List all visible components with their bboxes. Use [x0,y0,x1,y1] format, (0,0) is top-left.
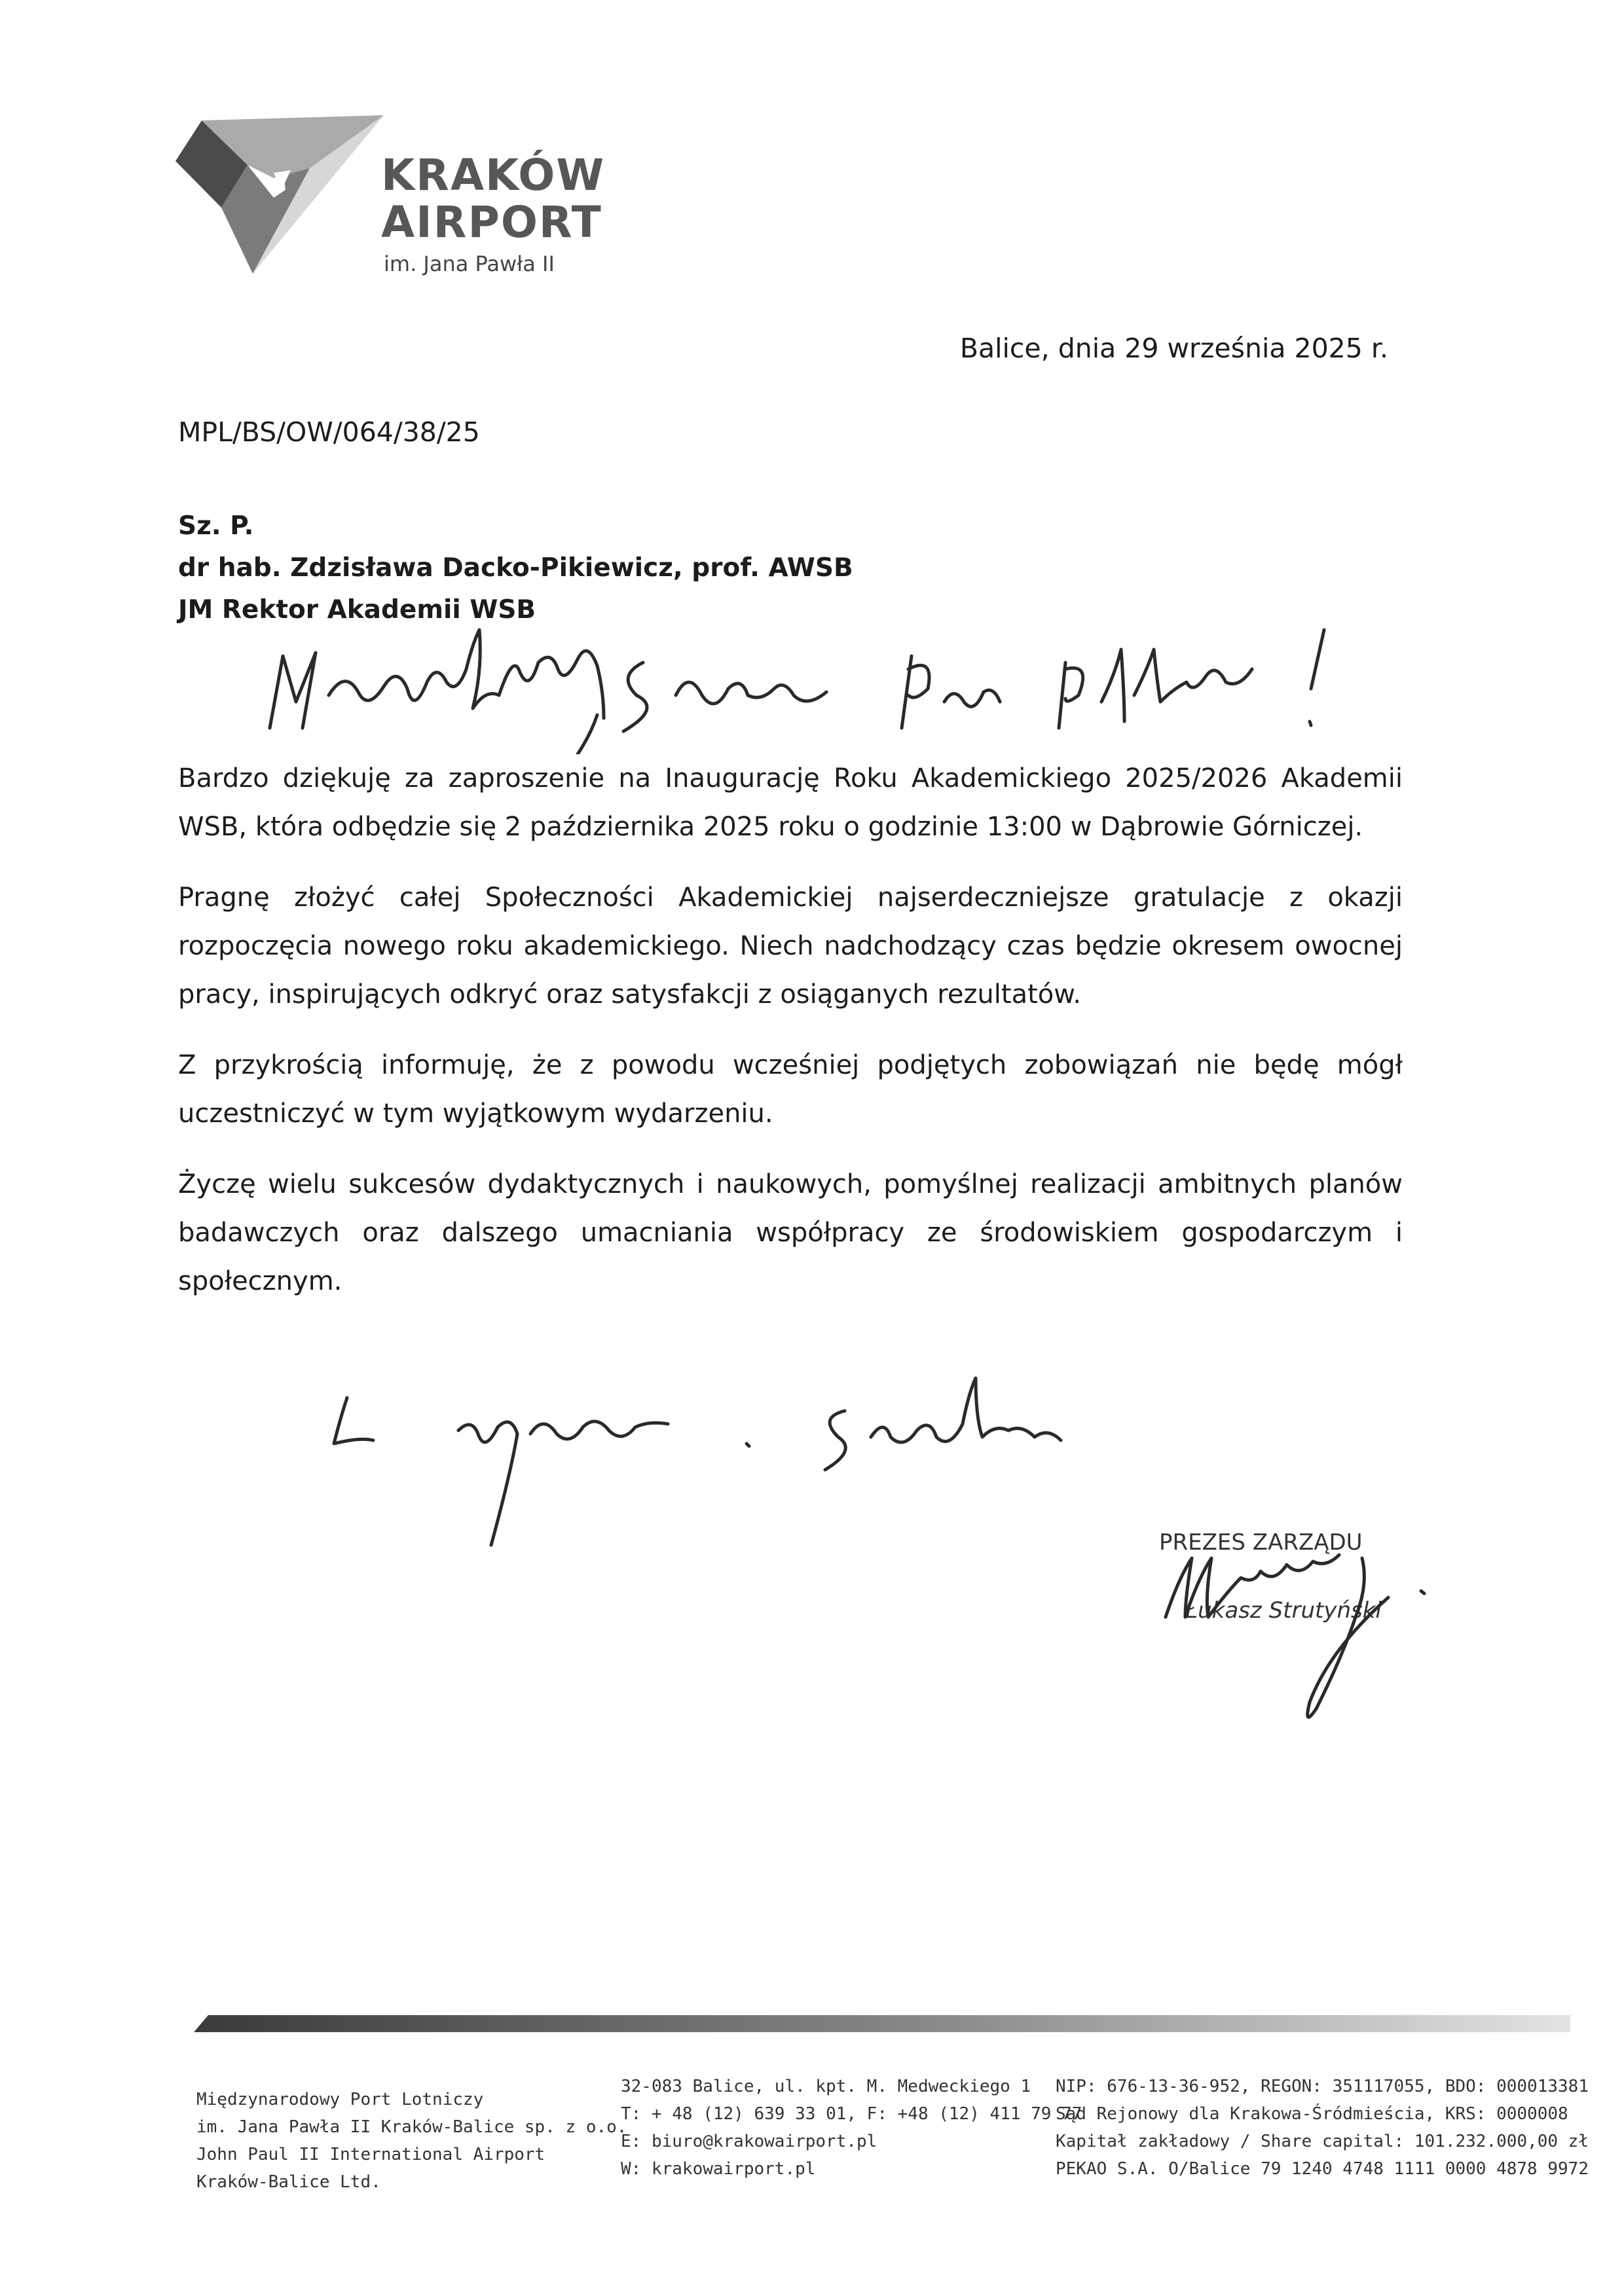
footer-line: Kapitał zakładowy / Share capital: 101.232.000,00 zł [1056,2132,1589,2151]
logo-title [381,152,605,246]
handwritten-salutation [257,617,1370,754]
body-paragraph: Życzę wielu sukcesów dydaktycznych i naukowych, pomyślnej realizacji ambitnych planów badawczych oraz dalszego umacniania współpracy ze środowiskiem gospodarczym i społecznym. [178,1169,1403,1296]
footer-website[interactable]: W: krakowairport.pl [621,2159,816,2179]
addressee-line: dr hab. Zdzisława Dacko-Pikiewicz, prof. AWSB [178,553,853,583]
handwritten-closing [327,1372,1087,1561]
letter-date: Balice, dnia 29 września 2025 r. [959,333,1388,364]
signatory-role: PREZES ZARZĄDU [1159,1529,1363,1556]
logo-title-line1: KRAKÓW [381,150,606,200]
footer-line: T: + 48 (12) 639 33 01, F: +48 (12) 411 79 77 [621,2104,1082,2124]
footer-line: John Paul II International Airport [196,2145,545,2164]
footer-line: Międzynarodowy Port Lotniczy [196,2090,484,2109]
footer-line: Sąd Rejonowy dla Krakowa-Śródmieścia, KRS: 0000008 [1056,2104,1568,2124]
reference-number: MPL/BS/OW/064/38/25 [178,416,480,448]
addressee-line: JM Rektor Akademii WSB [178,595,536,625]
footer-registration [1056,2073,1589,2183]
logo-subtitle: im. Jana Pawła II [384,251,555,276]
body-paragraph: Pragnę złożyć całej Społeczności Akademickiej najserdeczniejsze gratulacje z okazji rozpoczęcia nowego roku akademickiego. Niech nadchodzący czas będzie okresem owocnej pracy, inspirujących odkryć oraz satysfakcji z osiąganych rezultatów. [178,883,1403,1010]
signatory-name: Łukasz Strutyński [1185,1597,1382,1624]
letter-body [178,754,1403,1328]
signature-block [1146,1519,1447,1741]
body-paragraph: Bardzo dziękuję za zaproszenie na Inaugurację Roku Akademickiego 2025/2026 Akademii WSB, która odbędzie się 2 października 2025 roku o godzinie 13:00 w Dąbrowie Górniczej. [178,763,1403,842]
logo-title-line2: AIRPORT [381,197,602,247]
airport-logo-icon [175,113,385,274]
footer-line: 32-083 Balice, ul. kpt. M. Medweckiego 1 [621,2077,1031,2096]
signature-scribble [1146,1519,1447,1741]
body-paragraph: Z przykrością informuję, że z powodu wcześniej podjętych zobowiązań nie będę mógł uczestniczyć w tym wyjątkowym wydarzeniu. [178,1050,1403,1129]
footer-line: Kraków-Balice Ltd. [196,2172,381,2192]
addressee-line: Sz. P. [178,511,254,541]
footer-email[interactable]: E: biuro@krakowairport.pl [621,2132,877,2151]
footer-contact [621,2073,1082,2183]
footer-divider [194,2015,1570,2032]
footer-line: im. Jana Pawła II Kraków-Balice sp. z o.o. [196,2117,627,2137]
footer-line: PEKAO S.A. O/Balice 79 1240 4748 1111 0000 4878 9972 [1056,2159,1589,2179]
footer-line: NIP: 676-13-36-952, REGON: 351117055, BDO: 000013381 [1056,2077,1589,2096]
footer-company [196,2086,627,2196]
addressee-block [178,505,853,631]
